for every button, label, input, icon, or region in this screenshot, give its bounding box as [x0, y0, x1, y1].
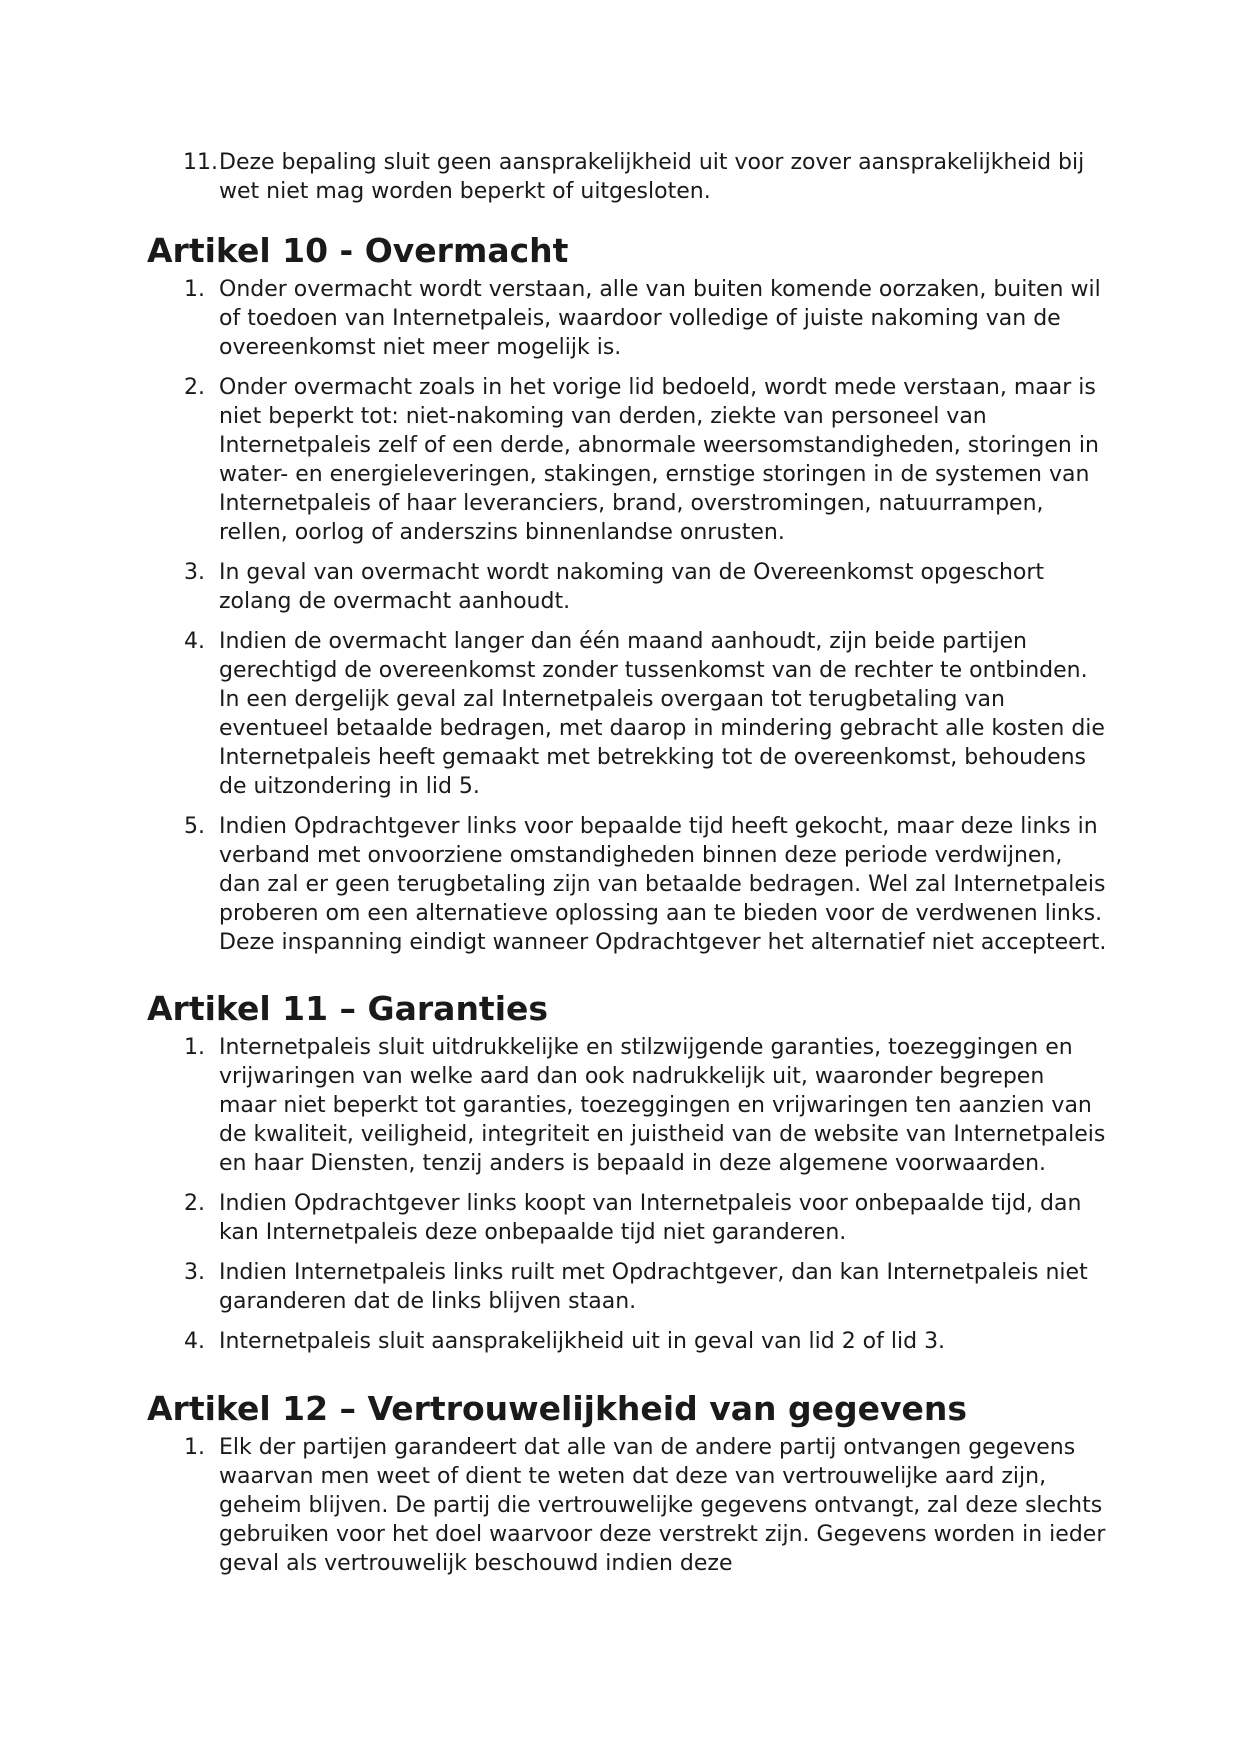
list-item-text: Onder overmacht wordt verstaan, alle van buiten komende oorzaken, buiten wil of toedoen van Internetpaleis, waardoor volledige of juiste nakoming van de overeenkomst niet meer mogelijk is. [219, 277, 1101, 360]
list-item [183, 1433, 1107, 1578]
list-item [183, 275, 1107, 362]
list-item-number: 1. [184, 277, 205, 302]
list-item [183, 812, 1107, 957]
list-item [183, 1189, 1107, 1247]
article-list [183, 275, 1107, 957]
list-item-text: Indien Internetpaleis links ruilt met Opdrachtgever, dan kan Internetpaleis niet garanderen dat de links blijven staan. [219, 1260, 1088, 1314]
list-item-number: 5. [184, 814, 205, 839]
article-11 [147, 989, 1107, 1356]
list-item [183, 373, 1107, 547]
list-item-text: Indien Opdrachtgever links voor bepaalde tijd heeft gekocht, maar deze links in verband met onvoorziene omstandigheden binnen deze periode verdwijnen, dan zal er geen terugbetaling zijn van betaalde bedragen. Wel zal Internetpaleis proberen om een alternatieve oplossing aan te bieden voor de verdwenen links. Deze inspanning eindigt wanneer Opdrachtgever het alternatief niet accepteert. [219, 814, 1107, 955]
article-10 [147, 231, 1107, 957]
continued-list [183, 148, 1103, 206]
article-heading: Artikel 11 – Garanties [147, 989, 549, 1028]
list-item [183, 148, 1103, 206]
article-12 [147, 1389, 1107, 1578]
list-item-number: 4. [184, 629, 205, 654]
list-item-number: 3. [184, 560, 205, 585]
list-item-text: Deze bepaling sluit geen aansprakelijkheid uit voor zover aansprakelijkheid bij wet niet mag worden beperkt of uitgesloten. [219, 150, 1085, 204]
list-item-text: Onder overmacht zoals in het vorige lid bedoeld, wordt mede verstaan, maar is niet beperkt tot: niet-nakoming van derden, ziekte van personeel van Internetpaleis zelf of een derde, abnormale weersomstandigheden, storingen in water- en energieleveringen, stakingen, ernstige storingen in de systemen van Internetpaleis of haar leveranciers, brand, overstromingen, natuurrampen, rellen, oorlog of anderszins binnenlandse onrusten. [219, 375, 1099, 545]
list-item [183, 1258, 1107, 1316]
list-item-text: Internetpaleis sluit uitdrukkelijke en stilzwijgende garanties, toezeggingen en vrijwaringen van welke aard dan ook nadrukkelijk uit, waaronder begrepen maar niet beperkt tot garanties, toezeggingen en vrijwaringen ten aanzien van de kwaliteit, veiligheid, integriteit en juistheid van de website van Internetpaleis en haar Diensten, tenzij anders is bepaald in deze algemene voorwaarden. [219, 1035, 1106, 1176]
list-item-text: Internetpaleis sluit aansprakelijkheid uit in geval van lid 2 of lid 3. [219, 1329, 946, 1354]
list-item-text: In geval van overmacht wordt nakoming van de Overeenkomst opgeschort zolang de overmacht aanhoudt. [219, 560, 1045, 614]
list-item-text: Indien de overmacht langer dan één maand aanhoudt, zijn beide partijen gerechtigd de overeenkomst zonder tussenkomst van de rechter te ontbinden. In een dergelijk geval zal Internetpaleis overgaan tot terugbetaling van eventueel betaalde bedragen, met daarop in mindering gebracht alle kosten die Internetpaleis heeft gemaakt met betrekking tot de overeenkomst, behoudens de uitzondering in lid 5. [219, 629, 1105, 799]
list-item-number: 1. [184, 1435, 205, 1460]
list-item [183, 627, 1107, 801]
list-item [183, 1327, 1107, 1356]
article-heading: Artikel 10 - Overmacht [147, 231, 569, 270]
list-item [183, 558, 1107, 616]
list-item-number: 2. [184, 1191, 205, 1216]
list-item-number: 1. [184, 1035, 205, 1060]
list-item-number: 3. [184, 1260, 205, 1285]
list-item-text: Elk der partijen garandeert dat alle van de andere partij ontvangen gegevens waarvan men weet of dient te weten dat deze van vertrouwelijke aard zijn, geheim blijven. De partij die vertrouwelijke gegevens ontvangt, zal deze slechts gebruiken voor het doel waarvoor deze verstrekt zijn. Gegevens worden in ieder geval als vertrouwelijk beschouwd indien deze [219, 1435, 1106, 1576]
article-heading: Artikel 12 – Vertrouwelijkheid van gegevens [147, 1389, 967, 1428]
article-list [183, 1033, 1107, 1356]
list-item-text: Indien Opdrachtgever links koopt van Internetpaleis voor onbepaalde tijd, dan kan Internetpaleis deze onbepaalde tijd niet garanderen. [219, 1191, 1082, 1245]
list-item [183, 1033, 1107, 1178]
list-item-number: 2. [184, 375, 205, 400]
list-item-number: 4. [184, 1329, 205, 1354]
list-item-number: 11. [183, 150, 218, 175]
article-list [183, 1433, 1107, 1578]
